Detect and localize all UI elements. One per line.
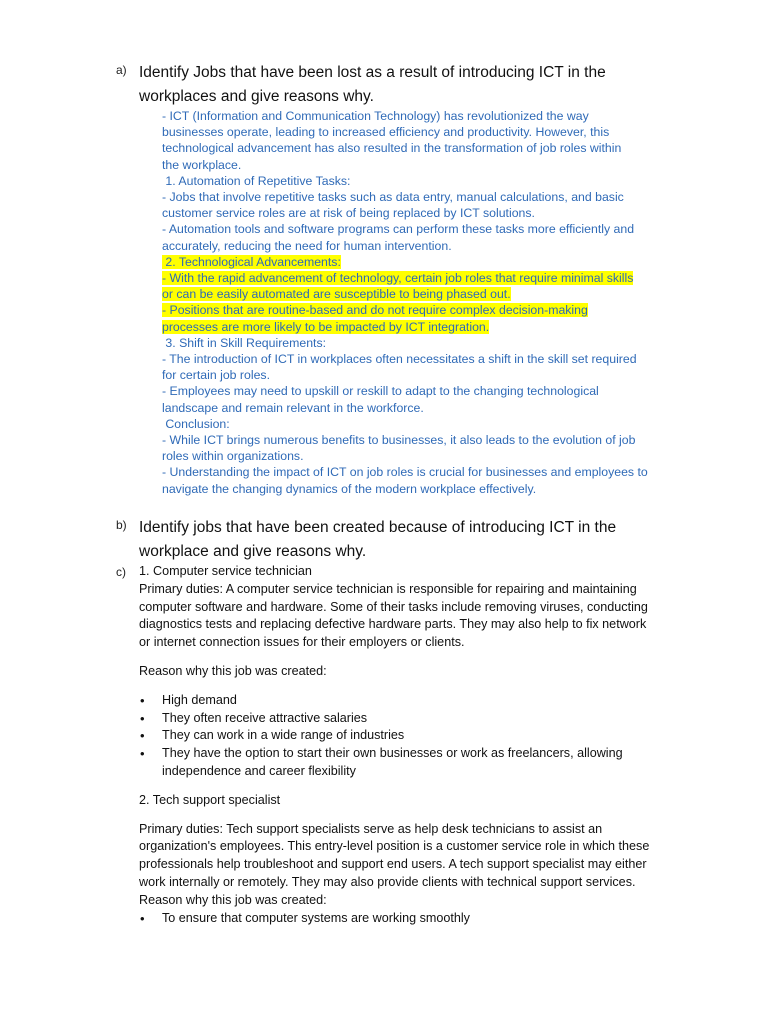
list-item — [139, 710, 679, 728]
bullet-text: To ensure that computer systems are working smoothly — [162, 910, 470, 925]
answer-a-heading-highlighted: 2. Technological Advancements: — [162, 254, 341, 269]
bullet-text: They often receive attractive salaries — [162, 710, 368, 725]
bullet-icon: • — [140, 746, 145, 762]
list-item — [139, 910, 679, 928]
question-b-line-1: Identify jobs that have been created because of introducing ICT in the — [139, 519, 617, 536]
bullet-icon: • — [140, 728, 145, 744]
job-2-reason-heading: Reason why this job was created: — [139, 892, 327, 907]
job-1-duties-line: Primary duties: A computer service technician is responsible for repairing and maintaining — [139, 581, 637, 596]
answer-a-line: - Automation tools and software programs can perform these tasks more efficiently and — [162, 222, 635, 237]
question-b-line-2: workplace and give reasons why. — [139, 543, 367, 560]
answer-a-line: - Jobs that involve repetitive tasks such as data entry, manual calculations, and basic — [162, 190, 624, 205]
job-2-title: 2. Tech support specialist — [139, 792, 281, 807]
job-2-duties-line: organization's employees. This entry-level position is a customer service role in which these — [139, 839, 650, 854]
list-item — [139, 692, 679, 710]
answer-a-line: landscape and remain relevant in the workforce. — [162, 400, 424, 415]
question-b-text — [139, 516, 679, 564]
answer-a-heading: Conclusion: — [162, 416, 230, 431]
job-1-duties-line: diagnostics tests and replacing defective hardware parts. They may also help to fix network — [139, 617, 647, 632]
job-2-duties-line: professionals help troubleshoot and support end users. A tech support specialist may either — [139, 857, 647, 872]
job-1-reason-list — [139, 692, 679, 781]
list-item — [139, 727, 679, 745]
question-a-text — [139, 61, 679, 109]
question-a-line-1: Identify Jobs that have been lost as a result of introducing ICT in the — [139, 64, 606, 81]
answer-a-line: - Understanding the impact of ICT on job roles is crucial for businesses and employees to — [162, 465, 648, 480]
answer-a-line: - While ICT brings numerous benefits to businesses, it also leads to the evolution of job — [162, 433, 636, 448]
answer-a-line: the workplace. — [162, 157, 242, 172]
job-2-duties-line: Primary duties: Tech support specialists serve as help desk technicians to assist an — [139, 821, 603, 836]
answer-a-line: - The introduction of ICT in workplaces often necessitates a shift in the skill set required — [162, 352, 637, 367]
answer-a-line-highlighted: - Positions that are routine-based and do not require complex decision-making — [162, 303, 588, 318]
answer-a-block — [162, 108, 682, 497]
answer-a-heading: 3. Shift in Skill Requirements: — [162, 335, 327, 350]
answer-a-line: customer service roles are at risk of being replaced by ICT solutions. — [162, 206, 535, 221]
answer-a-line: - ICT (Information and Communication Technology) has revolutionized the way — [162, 109, 589, 123]
bullet-text: They can work in a wide range of industries — [162, 728, 405, 743]
answer-c-block — [139, 563, 679, 927]
answer-a-line: for certain job roles. — [162, 368, 270, 383]
job-2-reason-list — [139, 910, 679, 928]
answer-a-line: accurately, reducing the need for human intervention. — [162, 238, 452, 253]
question-a-line-2: workplaces and give reasons why. — [139, 88, 374, 105]
question-b-marker: b) — [116, 518, 127, 532]
list-item — [139, 745, 679, 781]
job-2-duties-line: work internally or remotely. They may also provide clients with technical support services. — [139, 874, 636, 889]
bullet-text: High demand — [162, 692, 237, 707]
bullet-icon: • — [140, 692, 145, 708]
answer-a-line-highlighted: - With the rapid advancement of technology, certain job roles that require minimal skills — [162, 271, 634, 286]
job-1-reason-heading: Reason why this job was created: — [139, 663, 327, 678]
answer-a-line-highlighted: processes are more likely to be impacted by ICT integration. — [162, 319, 490, 334]
answer-a-line: businesses operate, leading to increased efficiency and productivity. However, this — [162, 125, 610, 140]
job-1-title: 1. Computer service technician — [139, 564, 312, 578]
bullet-text: independence and career flexibility — [162, 763, 356, 778]
job-1-duties-line: computer software and hardware. Some of their tasks include removing viruses, conducting — [139, 599, 648, 614]
answer-a-line: roles within organizations. — [162, 449, 304, 464]
bullet-icon: • — [140, 710, 145, 726]
answer-a-line: technological advancement has also resulted in the transformation of job roles within — [162, 141, 622, 156]
question-a-marker: a) — [116, 63, 127, 77]
answer-a-line: - Employees may need to upskill or reskill to adapt to the changing technological — [162, 384, 599, 399]
bullet-text: They have the option to start their own businesses or work as freelancers, allowing — [162, 746, 623, 761]
bullet-icon: • — [140, 910, 145, 926]
question-c-marker: c) — [116, 565, 126, 579]
job-1-duties-line: or internet connection issues for their employers or clients. — [139, 635, 465, 650]
answer-a-line-highlighted: or can be easily automated are susceptible to being phased out. — [162, 287, 511, 302]
answer-a-line: navigate the changing dynamics of the modern workplace effectively. — [162, 481, 537, 496]
answer-a-heading: 1. Automation of Repetitive Tasks: — [162, 173, 351, 188]
